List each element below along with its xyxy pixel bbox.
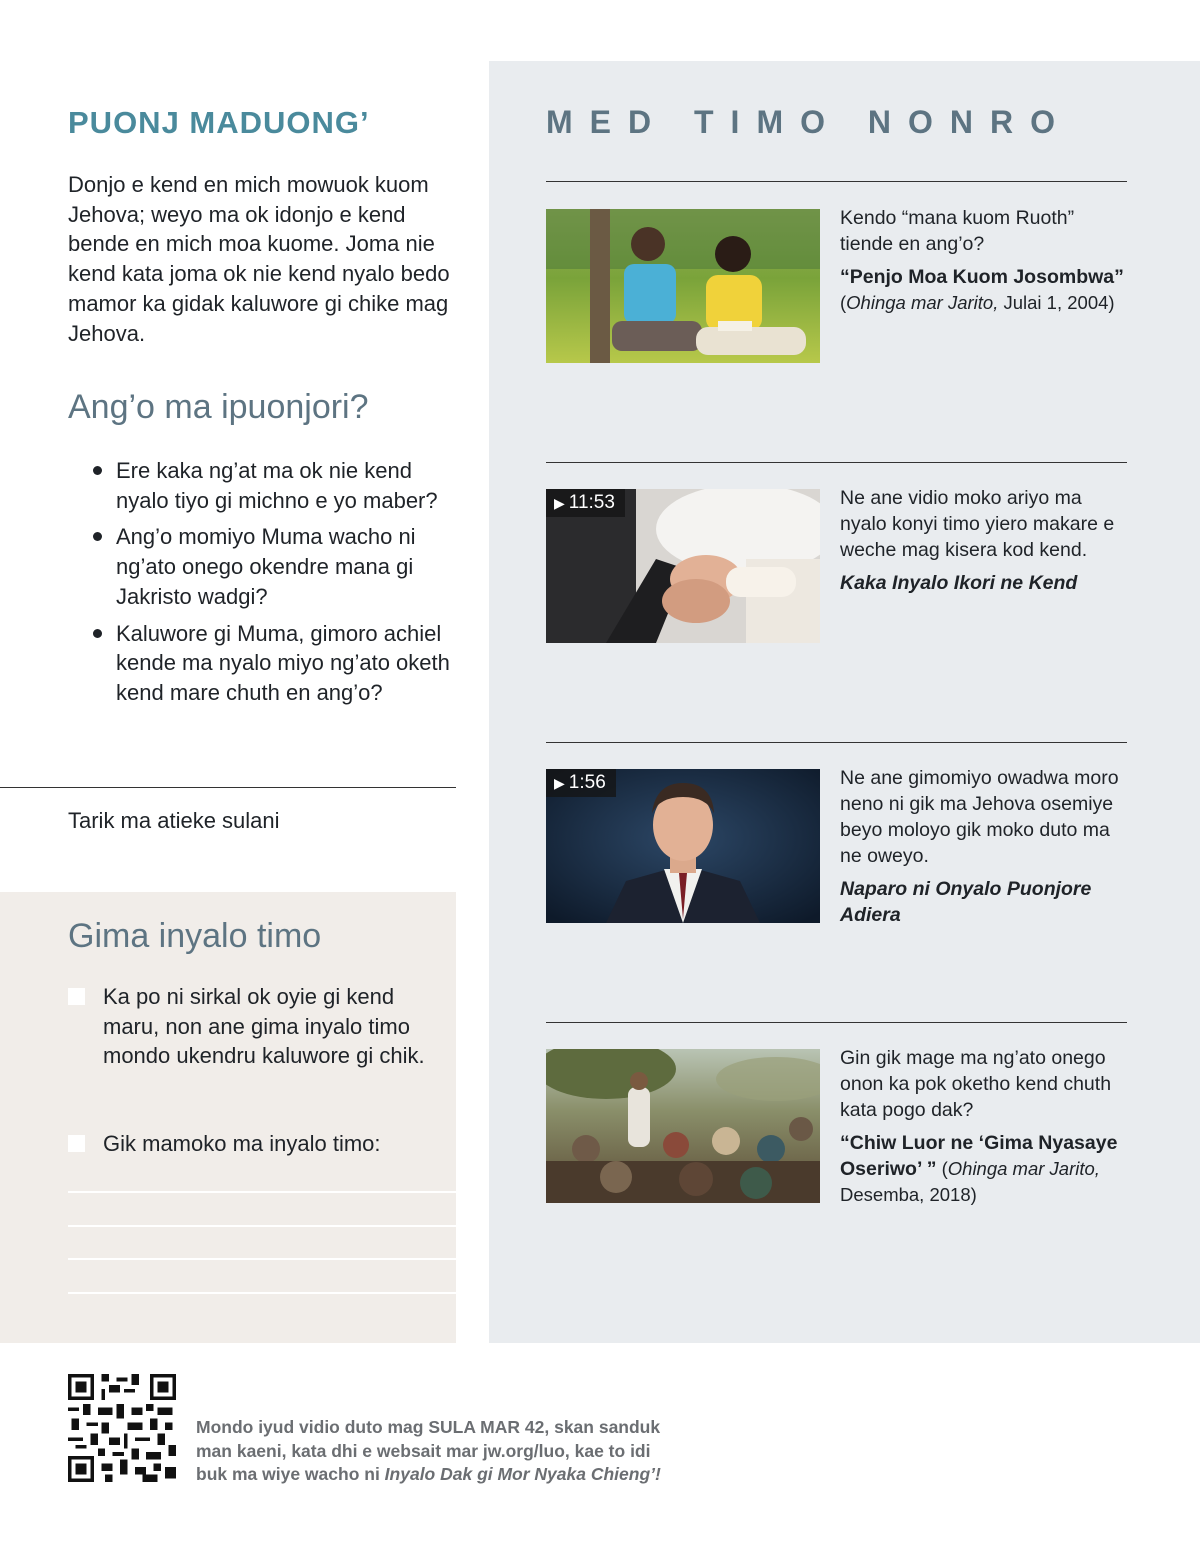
divider <box>546 462 1127 463</box>
divider <box>546 181 1127 182</box>
resource-text <box>840 1045 1130 1208</box>
resource-question: Kendo “mana kuom Ruoth” tiende en ang’o? <box>840 207 1075 255</box>
completion-date-label: Tarik ma atieke sulani <box>68 808 280 833</box>
resource-text <box>840 765 1130 928</box>
goals-box <box>0 892 456 1343</box>
write-in-line[interactable] <box>68 1258 456 1260</box>
write-in-line[interactable] <box>68 1292 456 1294</box>
goal-checkbox-item[interactable] <box>68 982 438 1071</box>
man-portrait-image[interactable] <box>546 769 820 923</box>
footer-note: Mondo iyud vidio duto mag SULA MAR 42, skan sanduk man kaeni, kata dhi e websait mar jw.org/luo, kae to idi buk ma wiye wacho ni Inyalo Dak gi Mor Nyaka Chieng’! <box>196 1417 661 1484</box>
review-title: Ang’o ma ipuonjori? <box>68 388 369 426</box>
resource-source: (Ohinga mar Jarito, Julai 1, 2004) <box>840 292 1115 313</box>
checkbox-icon[interactable] <box>68 988 85 1005</box>
play-icon: ▶ <box>554 775 565 791</box>
resource-text <box>840 485 1130 596</box>
write-in-line[interactable] <box>68 1225 456 1227</box>
resource-text <box>840 205 1130 316</box>
resource-title-link[interactable]: “Chiw Luor ne ‘Gima Nyasaye Oseriwo’ ” <box>840 1132 1118 1180</box>
review-question: Kaluwore gi Muma, gimoro achiel kende ma nyalo miyo ng’ato oketh kend mare chuth en ang’o? <box>92 619 452 708</box>
resource-title-link[interactable]: Kaka Inyalo Ikori ne Kend <box>840 572 1078 594</box>
couple-studying-bible-image[interactable] <box>546 209 820 363</box>
goal-checkbox-item[interactable] <box>68 1129 438 1159</box>
divider <box>0 787 456 788</box>
video-duration-badge: ▶ 11:53 <box>546 489 625 517</box>
goal-text: Ka po ni sirkal ok oyie gi kend maru, non ane gima inyalo timo mondo ukendru kaluwore gi chik. <box>103 984 425 1069</box>
resource-question: Gin gik mage ma ng’ato onego onon ka pok oketho kend chuth kata pogo dak? <box>840 1047 1112 1121</box>
review-question: Ang’o momiyo Muma wacho ni ng’ato onego okendre mana gi Jakristo wadgi? <box>92 522 452 611</box>
resource-title-link[interactable]: “Penjo Moa Kuom Josombwa” <box>840 266 1124 288</box>
further-research-title: MED TIMO NONRO <box>546 104 1072 140</box>
play-icon: ▶ <box>554 495 565 511</box>
qr-code-icon[interactable] <box>68 1374 176 1482</box>
divider <box>546 742 1127 743</box>
resource-question: Ne ane vidio moko ariyo ma nyalo konyi timo yiero makare e weche mag kisera kod kend. <box>840 487 1115 561</box>
checkbox-icon[interactable] <box>68 1135 85 1152</box>
write-in-line[interactable] <box>68 1191 456 1193</box>
summary-text: Donjo e kend en mich mowuok kuom Jehova; weyo ma ok idonjo e kend bende en mich moa kuome. Joma nie kend kata joma ok nie kend nyalo bedo mamor ka gidak kaluwore gi chike mag Jehova. <box>68 172 450 346</box>
resource-title-link[interactable]: Naparo ni Onyalo Puonjore Adiera <box>840 878 1092 926</box>
jesus-teaching-crowd-image[interactable] <box>546 1049 820 1203</box>
video-duration-badge: ▶ 1:56 <box>546 769 616 797</box>
goal-text: Gik mamoko ma inyalo timo: <box>103 1131 381 1156</box>
goals-title: Gima inyalo timo <box>68 917 322 955</box>
holding-hands-image[interactable] <box>546 489 820 643</box>
summary-title: PUONJ MADUONG’ <box>68 105 370 140</box>
review-question-list <box>92 456 452 715</box>
resource-source: (Ohinga mar Jarito, Desemba, 2018) <box>840 1158 1100 1205</box>
divider <box>546 1022 1127 1023</box>
review-question: Ere kaka ng’at ma ok nie kend nyalo tiyo gi michno e yo maber? <box>92 456 452 515</box>
resource-question: Ne ane gimomiyo owadwa moro neno ni gik ma Jehova osemiye beyo moloyo gik moko duto ma ne oweyo. <box>840 767 1119 867</box>
